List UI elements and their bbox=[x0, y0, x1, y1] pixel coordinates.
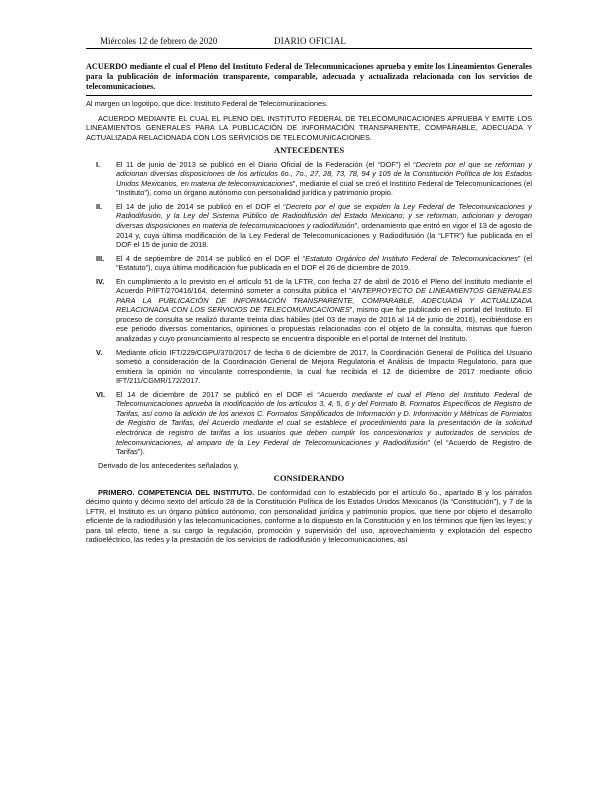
considerando-paragraph bbox=[86, 488, 532, 545]
page-header bbox=[86, 36, 532, 48]
antecedentes-list bbox=[86, 160, 532, 457]
antecedente-item bbox=[86, 348, 532, 386]
antecedente-item bbox=[86, 254, 532, 273]
document-title: ACUERDO mediante el cual el Pleno del Instituto Federal de Telecomunicaciones aprueba y emite los Lineamientos Generales para la publicación de información transparente, comparable, adecuada y actualizada relacionada con los servicios de telecomunicaciones. bbox=[86, 62, 532, 91]
considerando-lead: PRIMERO. COMPETENCIA DEL INSTITUTO. bbox=[98, 487, 255, 497]
antecedente-text bbox=[116, 160, 532, 198]
antecedente-text bbox=[116, 390, 532, 457]
text-run: ” (el “Estatuto”), cuya última modificación fue publicada en el DOF el 26 de diciembre de 2019. bbox=[116, 253, 532, 273]
derivado-line: Derivado de los antecedentes señalados y, bbox=[98, 460, 239, 470]
italic-citation: Decreto por el que se expiden la Ley Federal de Telecomunicaciones y Radiodifusión, y la Ley del Sistema Público de Radiodifusión del Estado Mexicano; y se reforman, adicionan y derogan diversas disposiciones en materia de telecomunicaciones y radiodifusión bbox=[116, 201, 532, 231]
text-run: En cumplimiento a lo previsto en el artículo 51 de la LFTR, con fecha 27 de abril de 2016 el Pleno del Instituto mediante el Acuerdo P/IFT/270416/164, determinó someter a consulta pública el “ bbox=[116, 276, 532, 296]
antecedente-number: III. bbox=[96, 253, 105, 263]
antecedente-number: II. bbox=[96, 201, 103, 211]
antecedente-item bbox=[86, 277, 532, 344]
antecedente-number: VI. bbox=[96, 389, 106, 399]
text-run: El 4 de septiembre de 2014 se publicó en el DOF el “ bbox=[116, 253, 306, 263]
margin-note: Al margen un logotipo, que dice: Instituto Federal de Telecomunicaciones. bbox=[86, 99, 328, 108]
antecedente-item bbox=[86, 160, 532, 198]
title-divider bbox=[86, 95, 532, 96]
intro-paragraph: ACUERDO MEDIANTE EL CUAL EL PLENO DEL INSTITUTO FEDERAL DE TELECOMUNICACIONES APRUEBA Y EMITE LOS LINEAMIENTOS GENERALES PARA LA PUBLICACIÓN DE INFORMACIÓN TRANSPARENTE, COMPARABLE, ADECUADA Y ACTUALIZADA RELACIONADA CON LOS SERVICIOS DE TELECOMUNICACIONES. bbox=[86, 113, 532, 142]
considerando-text: De conformidad con lo establecido por el artículo 6o., apartado B y los párrafos décimo quinto y décimo sexto del artículo 28 de la Constitución Política de los Estados Unidos Mexicanos (la “Constitución”), y 7 de la LFTR, el Instituto es un órgano público autónomo, con personalidad jurídica y patrimonio propios, que tiene por objeto el desarrollo eficiente de la radiodifusión y las telecomunicaciones, conforme a lo dispuesto en la Constitución y en los términos que fijen las leyes; y para tal efecto, tiene a su cargo la regulación, promoción y supervisión del uso, aprovechamiento y explotación del espectro radioeléctrico, las redes y la prestación de los servicios de radiodifusión y telecomunicaciones, así bbox=[86, 487, 532, 545]
header-date: Miércoles 12 de febrero de 2020 bbox=[100, 36, 218, 46]
italic-citation: Estatuto Orgánico del Instituto Federal de Telecomunicaciones bbox=[305, 253, 518, 263]
antecedente-number: IV. bbox=[96, 276, 105, 286]
antecedente-text bbox=[116, 202, 532, 250]
text-run: El 14 de julio de 2014 se publicó en el DOF el “ bbox=[116, 201, 286, 211]
header-divider bbox=[86, 48, 532, 49]
italic-citation: Acuerdo mediante el cual el Pleno del Instituto Federal de Telecomunicaciones aprueba la modificación de los artículos 3, 4, 5, 6 y del Formato B. Formatos Específicos de Registro de Tarifas, así como la adición de los anexos C. Formatos Simplificados de Información y D. Información y Métricas de Formatos de Registro de Tarifas, del Acuerdo mediante el cual se establece el procedimiento para la presentación de la solicitud electrónica de registro de tarifas a los usuarios que deben cumplir los concesionarios y autorizados de servicios de telecomunicaciones, al amparo de la Ley Federal de Telecomunicaciones y Radiodifusión bbox=[116, 389, 532, 447]
antecedentes-heading: ANTECEDENTES bbox=[273, 145, 345, 156]
italic-citation: ANTEPROYECTO DE LINEAMIENTOS GENERALES PARA LA PUBLICACIÓN DE INFORMACIÓN TRANSPARENTE, COMPARABLE, ADECUADA Y ACTUALIZADA RELACIONADA CON LOS SERVICIOS DE TELECOMUNICACIONES bbox=[116, 286, 532, 315]
text-run: ” (el “Acuerdo de Registro de Tarifas”). bbox=[116, 437, 532, 457]
header-publication: DIARIO OFICIAL bbox=[274, 36, 347, 46]
considerando-heading: CONSIDERANDO bbox=[273, 473, 345, 484]
text-run: ”, ordenamiento que entró en vigor el 13 de agosto de 2014 y, cuya última modificación de la Ley Federal de Telecomunicaciones y Radiodifusión (la “LFTR”) fue publicada en el DOF el 15 de junio de 2018. bbox=[116, 221, 532, 250]
antecedente-number: I. bbox=[96, 159, 101, 169]
antecedente-number: V. bbox=[96, 347, 103, 357]
text-run: ”, mediante el cual se creó el Instituto Federal de Telecomunicaciones (el “Instituto”), como un órgano autónomo con personalidad jurídica y patrimonio propio. bbox=[116, 178, 532, 198]
antecedente-item bbox=[86, 202, 532, 250]
document-body bbox=[86, 99, 532, 545]
antecedente-item bbox=[86, 390, 532, 457]
italic-citation: Decreto por el que se reforman y adicionan diversas disposiciones de los artículos 6o., 7o., 27, 28, 73, 78, 94 y 105 de la Constitución Política de los Estados Unidos Mexicanos, en materia de telecomunicaciones bbox=[116, 159, 532, 188]
text-run: El 14 de diciembre de 2017 se publicó en el DOF el “ bbox=[116, 389, 320, 399]
antecedente-text bbox=[116, 277, 532, 344]
text-run: Mediante oficio IFT/229/CGPU/370/2017 de fecha 6 de diciembre de 2017, la Coordinación General de Política del Usuario sometió a consideración de la Coordinación General de Mejora Regulatoria el Análisis de Impacto Regulatorio, para que emitiera la opinión no vinculante correspondiente, la cual fue recibida el 12 de diciembre de 2017 mediante oficio IFT/211/CGMR/172/2017. bbox=[116, 347, 532, 386]
antecedente-text bbox=[116, 348, 532, 386]
text-run: El 11 de junio de 2013 se publicó en el Diario Oficial de la Federación (el “DOF”) el “ bbox=[116, 159, 416, 169]
text-run: ”, mismo que fue publicado en el portal del Instituto. El proceso de consulta se realizó durante treinta días hábiles (del 03 de mayo de 2016 al 14 de junio de 2016), recibiéndose en ese periodo diversos comentarios, opiniones o propuestas relacionadas con el objeto de la consulta, mismas que fueron analizadas y cuyo pronunciamiento al respecto se encuentra disponible en el portal de Internet del Instituto. bbox=[116, 305, 533, 344]
antecedente-text bbox=[116, 254, 532, 273]
